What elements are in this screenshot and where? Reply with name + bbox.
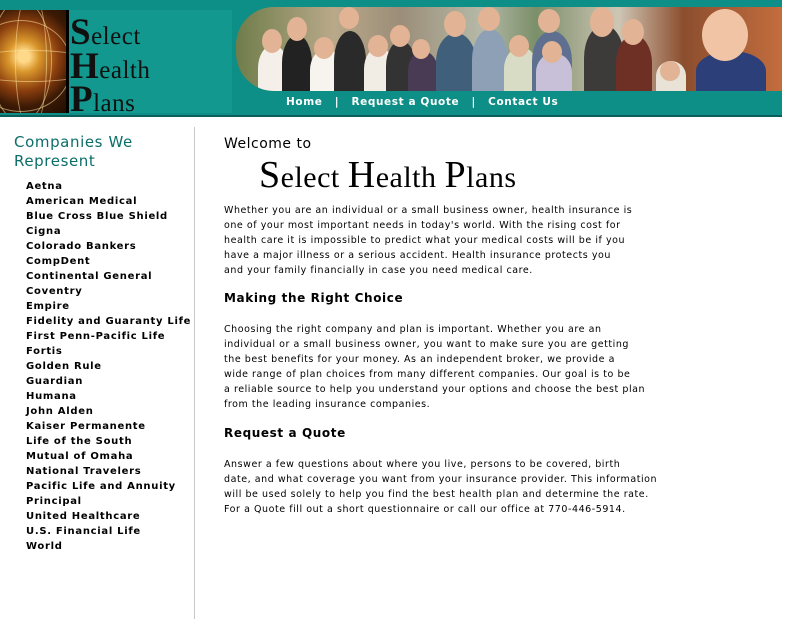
photo-face [368, 35, 388, 57]
photo-face [538, 9, 560, 33]
company-list-item: Colorado Bankers [26, 241, 137, 252]
photo-face [412, 39, 430, 59]
photo-figure [334, 31, 366, 91]
photo-figure [282, 35, 312, 91]
photo-face [702, 9, 748, 61]
logo-line-health: Health [70, 46, 151, 87]
photo-figure [436, 33, 476, 91]
logo-bar [66, 10, 69, 113]
photo-face [444, 11, 466, 37]
intro-paragraph: Whether you are an individual or a small business owner, health insurance is one of your most important needs in today's world. With the rising cost for health care it is impossible to predict what your medical costs will be if you have a major illness or a serious accident. Health insurance protects you and your family financially in case you need medical care. [224, 205, 633, 276]
company-list-item: Continental General [26, 271, 153, 282]
company-list [26, 179, 191, 554]
photo-face [622, 19, 644, 45]
photo-face [590, 7, 614, 37]
company-list-item: World [26, 541, 63, 552]
family-photo-banner [236, 7, 782, 91]
company-list-item: United Healthcare [26, 511, 141, 522]
photo-face [660, 61, 680, 81]
main-nav [286, 96, 558, 112]
logo-line-select: Select [70, 12, 141, 53]
company-list-item: U.S. Financial Life [26, 526, 141, 537]
site-logo[interactable] [66, 10, 232, 120]
company-list-item: Blue Cross Blue Shield [26, 211, 168, 222]
photo-face [542, 41, 562, 63]
company-list-item: Pacific Life and Annuity [26, 481, 176, 492]
request-quote-paragraph: Answer a few questions about where you live, persons to be covered, birth date, and what coverage you want from your insurance provider. This information will be used solely to help you find the best health plan and determine the rate. For a Quote fill out a short questionnaire or call our office at 770-446-5914. [224, 459, 658, 515]
logo-line-plans: Plans [70, 79, 136, 120]
company-list-item: John Alden [26, 406, 94, 417]
company-list-item: Life of the South [26, 436, 133, 447]
company-list-item: Fortis [26, 346, 63, 357]
photo-face [339, 7, 359, 29]
photo-face [390, 25, 410, 47]
nav-separator: | [471, 96, 476, 108]
vertical-divider [194, 127, 195, 619]
section-heading-right-choice: Making the Right Choice [224, 291, 404, 305]
company-list-item: Cigna [26, 226, 62, 237]
globe-image [0, 10, 68, 113]
company-list-item: American Medical [26, 196, 138, 207]
company-list-item: Fidelity and Guaranty Life [26, 316, 192, 327]
company-list-item: Aetna [26, 181, 63, 192]
nav-contact-us-link[interactable]: Contact Us [488, 96, 559, 108]
nav-separator: | [334, 96, 340, 108]
company-list-item: Kaiser Permanente [26, 421, 146, 432]
company-list-item: Principal [26, 496, 82, 507]
nav-home-link[interactable]: Home [286, 96, 323, 108]
company-list-item: Empire [26, 301, 70, 312]
photo-face [287, 17, 307, 41]
company-list-item: Humana [26, 391, 77, 402]
sidebar-title: Companies We Represent [14, 133, 133, 170]
photo-face [509, 35, 529, 57]
company-list-item: Guardian [26, 376, 84, 387]
section-heading-request-quote: Request a Quote [224, 426, 346, 440]
company-list-item: National Travelers [26, 466, 142, 477]
company-list-item: First Penn-Pacific Life [26, 331, 166, 342]
photo-figure [472, 29, 508, 91]
photo-face [314, 37, 334, 59]
welcome-text: Welcome to [224, 136, 312, 152]
company-list-item: Mutual of Omaha [26, 451, 134, 462]
nav-request-quote-link[interactable]: Request a Quote [351, 96, 460, 108]
right-choice-paragraph: Choosing the right company and plan is important. Whether you are an individual or a small business owner, you want to make sure you are getting the best benefits for your money. As an independent broker, we provide a wide range of plan choices from many different companies. Our goal is to be a reliable source to help you understand your options and choose the best plan from the leading insurance companies. [224, 324, 646, 410]
company-list-item: Golden Rule [26, 361, 102, 372]
photo-face [262, 29, 282, 53]
site-header [0, 0, 782, 120]
photo-face [478, 7, 500, 31]
page-title: Select Health Plans [259, 154, 517, 196]
company-list-item: CompDent [26, 256, 91, 267]
company-list-item: Coventry [26, 286, 83, 297]
